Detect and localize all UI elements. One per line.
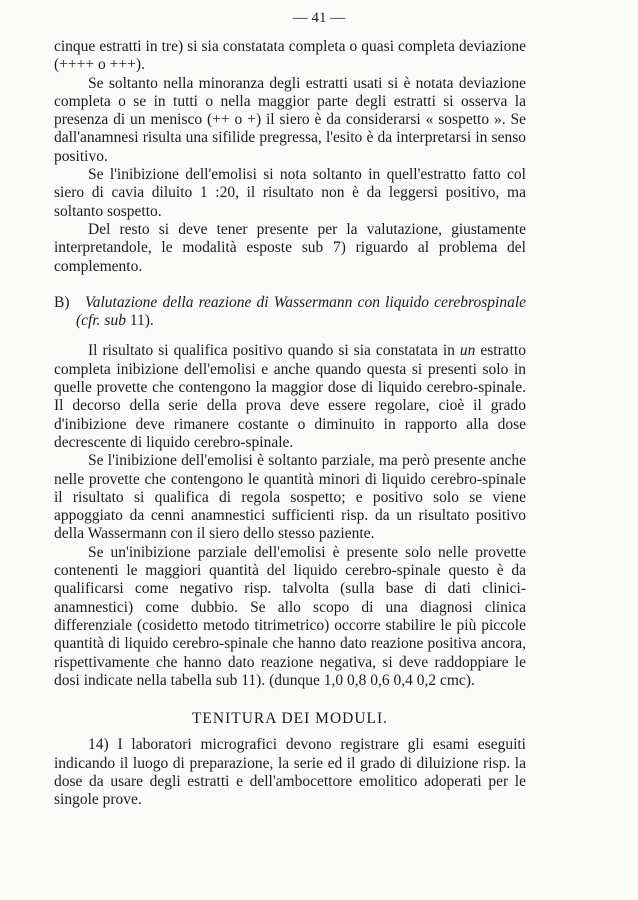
section-b-title: Valutazione della reazione di Wassermann con liquido cerebrospinale (cfr. sub bbox=[76, 293, 527, 330]
paragraph-b1-emphasis: un bbox=[459, 342, 476, 360]
paragraph-risultato-positivo bbox=[54, 342, 526, 452]
paragraph-continuation: cinque estratti in tre) si sia constatata completa o quasi completa deviazione (++++ o +++). bbox=[54, 38, 526, 74]
section-b-marker: B) bbox=[54, 293, 70, 311]
paragraph-b1-after: estratto completa inibizione dell'emolisi e anche quando questa si presenti solo in quelle provette che contengono la maggior dose di liquido cerebro-spinale. Il decorso della serie della prova deve essere regolare, cioè il grado d'inibizione deve rimanere costante o diminuito in rapporto alla dose decrescente di liquido cerebro-spinale. bbox=[54, 342, 526, 451]
page-number: — 41 — bbox=[292, 10, 346, 26]
page-body bbox=[54, 38, 526, 810]
paragraph-complemento: Del resto si deve tener presente per la valutazione, giustamente interpretandole, le modalità esposte sub 7) riguardo al problema del complemento. bbox=[54, 220, 526, 275]
section-b-title-tail: 11). bbox=[125, 312, 154, 330]
section-heading-moduli: TENITURA DEI MODULI. bbox=[191, 710, 389, 728]
paragraph-sospetto: Se soltanto nella minoranza degli estratti usati si è notata deviazione completa o se in tutti o nella maggior parte degli estratti si osserva la presenza di un menisco (++ o +) il siero è da considerarsi « sospetto ». Se dall'anamnesi risulta una sifilide pregressa, l'esito è da interpretarsi in senso positivo. bbox=[54, 74, 526, 165]
paragraph-titrimetrico: Se un'inibizione parziale dell'emolisi è presente solo nelle provette contenenti le maggiori quantità del liquido cerebro-spinale questo è da qualificarsi come negativo risp. talvolta (sulla base di dati clinici-anamnestici) come dubbio. Se allo scopo di una diagnosi clinica differenziale (cosidetto metodo titrimetrico) occorre stabilire le più piccole quantità di liquido cerebro-spinale che hanno dato reazione positiva ancora, rispettivamente che hanno dato reazione negativa, si deve raddoppiare le dosi indicate nella tabella sub 11). (dunque 1,0 0,8 0,6 0,4 0,2 cmc). bbox=[54, 543, 526, 689]
paragraph-b1-before: Il risultato si qualifica positivo quando si sia constatata in bbox=[88, 342, 460, 360]
section-b-heading bbox=[54, 294, 526, 331]
paragraph-inibizione-parziale: Se l'inibizione dell'emolisi è soltanto parziale, ma però presente anche nelle provette che contengono le quantità minori di liquido cerebro-spinale il risultato si qualifica di regola sospetto; e positivo solo se viene appoggiato da cenni anamnestici sufficienti risp. da un risultato positivo della Wassermann con il siero dello stesso paziente. bbox=[54, 452, 526, 543]
paragraph-cavia: Se l'inibizione dell'emolisi si nota soltanto in quell'estratto fatto col siero di cavia diluito 1 :20, il risultato non è da leggersi positivo, ma soltanto sospetto. bbox=[54, 166, 526, 220]
paragraph-laboratori: 14) I laboratori micrografici devono registrare gli esami eseguiti indicando il luogo di preparazione, la serie ed il grado di diluizione risp. la dose da usare degli estratti e dell'ambocettore emolitico adoperati per le singole prove. bbox=[54, 736, 526, 809]
